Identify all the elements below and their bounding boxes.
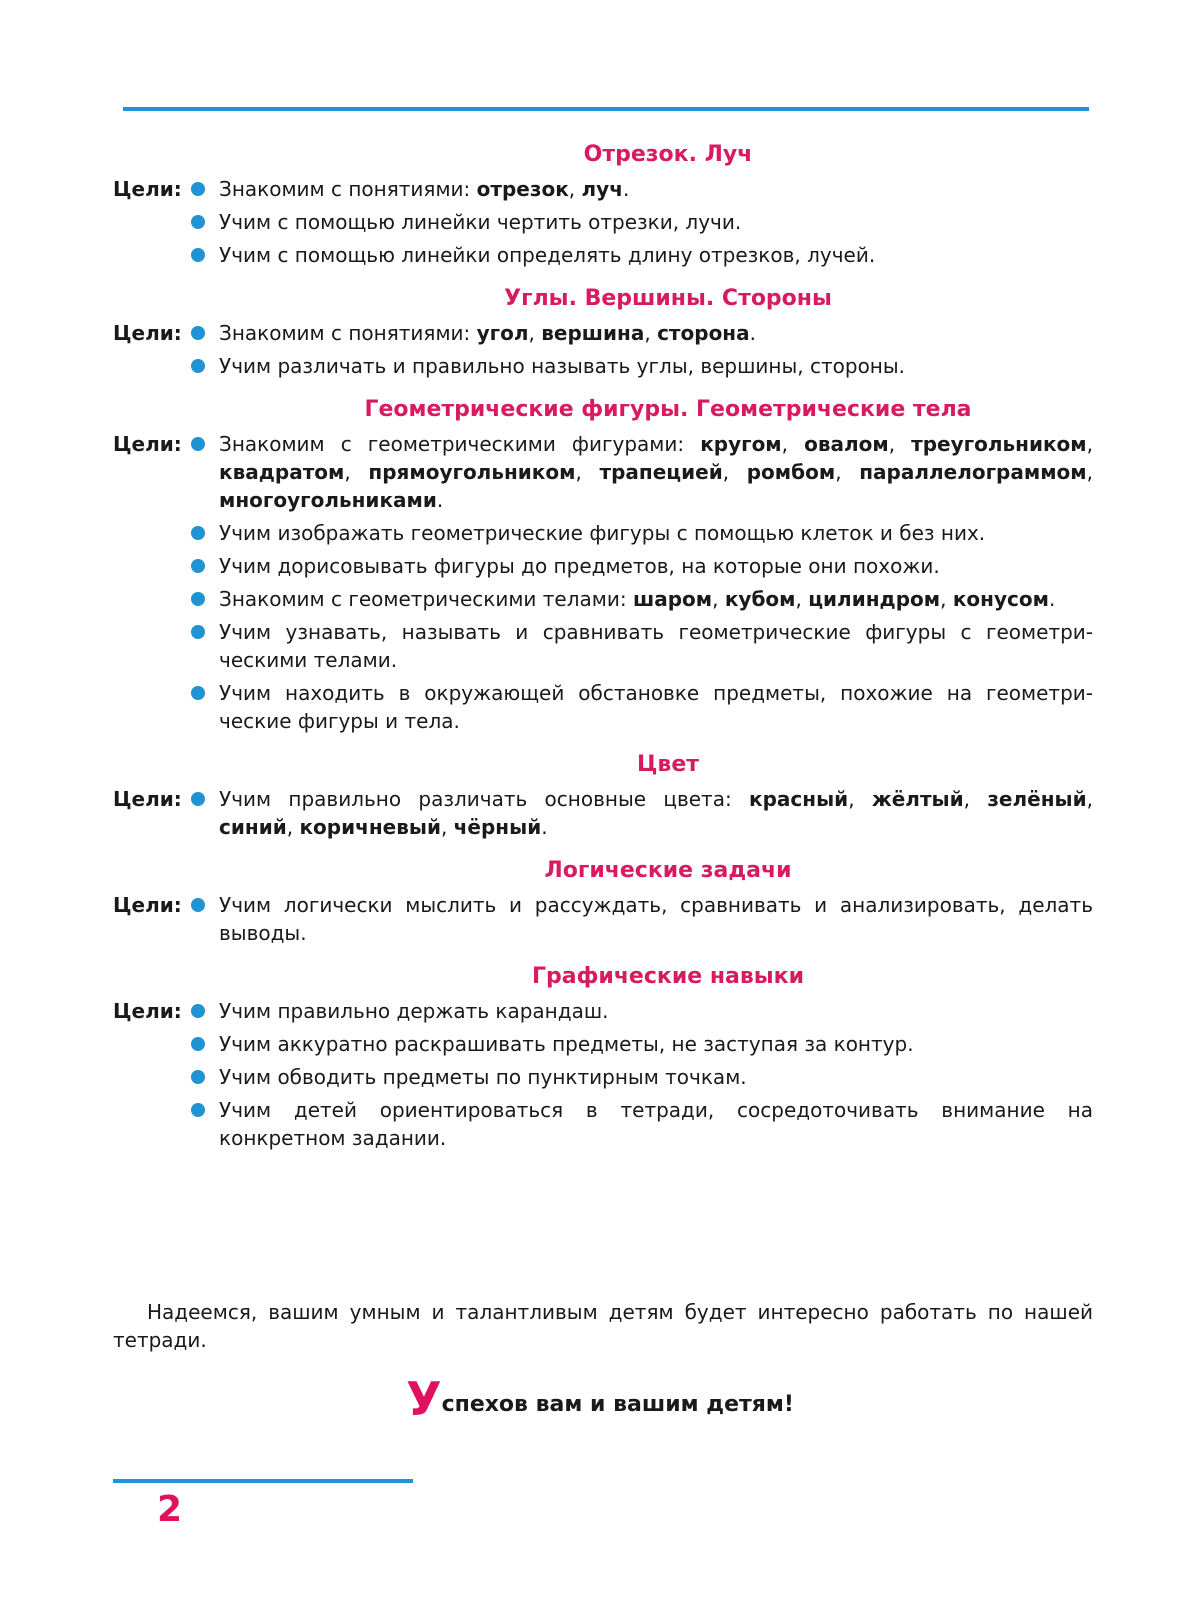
goal-text: , — [848, 787, 872, 811]
goal-item — [191, 1030, 1093, 1058]
goal-term: многоугольниками — [219, 488, 437, 512]
goals-label: Цели: — [113, 432, 182, 456]
goals-block — [113, 175, 1093, 274]
goal-text: Учим детей ориентироваться в тетради, сосредоточивать внимание на конкретном задании. — [219, 1098, 1093, 1150]
goals-label: Цели: — [113, 999, 182, 1023]
goal-text: . — [541, 815, 548, 839]
goal-term: цилиндром — [808, 587, 941, 611]
section-title: Углы. Вершины. Стороны — [504, 286, 832, 311]
goals-block — [113, 430, 1093, 740]
goal-item — [191, 241, 1093, 269]
goal-text: , — [528, 321, 542, 345]
goal-term: луч — [581, 177, 623, 201]
goal-term: угол — [476, 321, 529, 345]
section — [113, 284, 1093, 385]
goal-term: параллелограммом — [859, 460, 1087, 484]
goal-item — [191, 618, 1093, 674]
section-title: Графические навыки — [531, 964, 805, 989]
section — [113, 962, 1093, 1157]
goal-text: , — [568, 177, 582, 201]
goal-text: , — [963, 787, 988, 811]
goal-term: сторона — [657, 321, 750, 345]
goal-term: овалом — [804, 432, 889, 456]
goal-text: , — [1086, 460, 1093, 484]
goal-text: Учим различать и правильно называть углы, вершины, стороны. — [219, 354, 906, 378]
goal-item — [191, 430, 1093, 514]
goal-term: шаром — [632, 587, 713, 611]
goal-term: жёлтый — [871, 787, 964, 811]
goal-term: трапецией — [599, 460, 723, 484]
goals-list — [191, 997, 1093, 1157]
page-number: 2 — [157, 1489, 183, 1530]
goal-term: красный — [749, 787, 849, 811]
goal-text: Знакомим с геометрическими фигурами: — [219, 432, 701, 456]
goal-text: , — [644, 321, 658, 345]
goal-term: конусом — [952, 587, 1049, 611]
goal-term: кубом — [724, 587, 796, 611]
goals-block — [113, 319, 1093, 385]
goal-term: прямоугольником — [368, 460, 576, 484]
goal-term: коричневый — [299, 815, 441, 839]
goal-text: . — [622, 177, 630, 201]
goals-list — [191, 785, 1093, 846]
goal-text: Учим с помощью линейки определять длину отрезков, лучей. — [219, 243, 876, 267]
top-divider — [123, 107, 1089, 111]
goal-term: чёрный — [453, 815, 542, 839]
goal-text: , — [575, 460, 600, 484]
goal-item — [191, 175, 1093, 203]
closing-wish — [0, 1374, 1200, 1430]
goals-block — [113, 997, 1093, 1157]
goals-label: Цели: — [113, 893, 182, 917]
goal-term: вершина — [541, 321, 645, 345]
goal-text: , — [440, 815, 454, 839]
goal-text: Учим аккуратно раскрашивать предметы, не заступая за контур. — [219, 1032, 914, 1056]
goal-term: зелёный — [987, 787, 1087, 811]
section-title: Геометрические фигуры. Геометрические тела — [364, 397, 972, 422]
goal-text: , — [795, 587, 809, 611]
goal-term: ромбом — [746, 460, 836, 484]
goal-text: Учим правильно держать карандаш. — [219, 999, 609, 1023]
section — [113, 140, 1093, 274]
goal-text: , — [712, 587, 725, 611]
wish-drop-letter: У — [406, 1372, 442, 1426]
goals-content — [113, 140, 1093, 1167]
goal-item — [191, 352, 1093, 380]
goal-item — [191, 552, 1093, 580]
goal-item — [191, 585, 1093, 613]
goal-text: . — [436, 488, 444, 512]
section — [113, 856, 1093, 952]
goal-text: Знакомим с понятиями: — [219, 321, 477, 345]
wish-text: спехов вам и вашим детям! — [441, 1392, 794, 1417]
goal-text: Учим правильно различать основные цвета: — [219, 787, 750, 811]
goal-text: Учим логически мыслить и рассуждать, сравнивать и анализировать, делать выводы. — [219, 893, 1093, 945]
closing-paragraph: Надеемся, вашим умным и талантливым детям будет интересно работать по нашей тетради. — [113, 1300, 1093, 1352]
goal-text: , — [1086, 787, 1093, 811]
goal-item — [191, 891, 1093, 947]
goal-text: , — [888, 432, 912, 456]
goal-item — [191, 1096, 1093, 1152]
goal-item — [191, 1063, 1093, 1091]
goal-text: . — [749, 321, 756, 345]
goal-text: Учим дорисовывать фигуры до предметов, на которые они похожи. — [219, 554, 940, 578]
goal-term: кругом — [700, 432, 782, 456]
goal-text: , — [940, 587, 953, 611]
goal-text: , — [722, 460, 747, 484]
goals-block — [113, 785, 1093, 846]
goal-text: , — [781, 432, 805, 456]
goals-list — [191, 430, 1093, 740]
goal-term: синий — [219, 815, 287, 839]
goal-item — [191, 997, 1093, 1025]
goal-item — [191, 679, 1093, 735]
section-title: Отрезок. Луч — [583, 142, 753, 167]
goal-text: Учим с помощью линейки чертить отрезки, лучи. — [219, 210, 742, 234]
section — [113, 750, 1093, 846]
goal-text: Учим изображать геометрические фигуры с помощью клеток и без них. — [219, 521, 986, 545]
goals-label: Цели: — [113, 321, 182, 345]
goals-block — [113, 891, 1093, 952]
goal-text: Знакомим с понятиями: — [219, 177, 477, 201]
goal-term: отрезок — [476, 177, 569, 201]
goal-text: , — [835, 460, 860, 484]
goal-term: квадратом — [219, 460, 345, 484]
section — [113, 395, 1093, 740]
goal-item — [191, 319, 1093, 347]
goal-item — [191, 519, 1093, 547]
goal-item — [191, 785, 1093, 841]
goal-term: треугольником — [911, 432, 1087, 456]
goal-item — [191, 208, 1093, 236]
goal-text: , — [1086, 432, 1093, 456]
goals-list — [191, 891, 1093, 952]
goals-label: Цели: — [113, 787, 182, 811]
goal-text: , — [344, 460, 369, 484]
goals-label: Цели: — [113, 177, 182, 201]
goal-text: Учим узнавать, называть и сравнивать геометрические фигуры с геометрическими телами. — [219, 620, 1093, 672]
goal-text: Учим обводить предметы по пунктирным точкам. — [219, 1065, 747, 1089]
goal-text: , — [286, 815, 300, 839]
goal-text: Знакомим с геометрическими телами: — [219, 587, 633, 611]
goal-text: Учим находить в окружающей обстановке предметы, похожие на геометрические фигуры и тела. — [219, 681, 1093, 733]
goals-list — [191, 175, 1093, 274]
section-title: Логические задачи — [544, 858, 792, 883]
section-title: Цвет — [636, 752, 699, 777]
goal-text: . — [1048, 587, 1056, 611]
bottom-divider — [113, 1479, 413, 1483]
goals-list — [191, 319, 1093, 385]
